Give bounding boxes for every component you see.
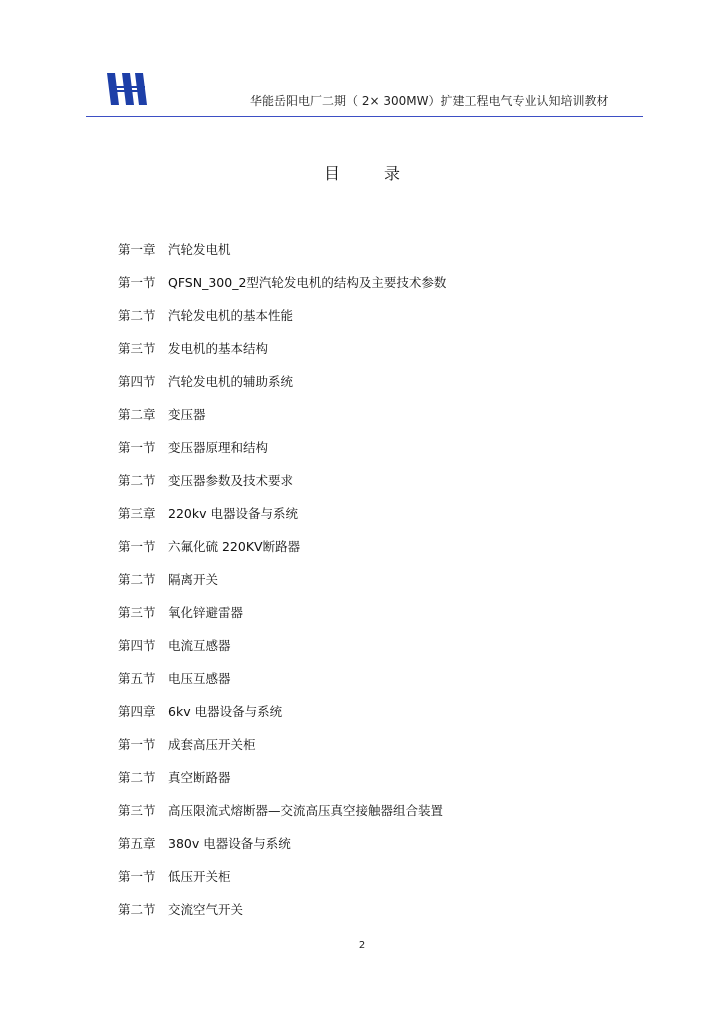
toc-item: [118, 439, 446, 472]
toc-item: [118, 901, 446, 934]
toc-heading: 目录: [323, 164, 444, 183]
toc-item: [118, 604, 446, 637]
toc-item: [118, 340, 446, 373]
toc-item-label: 第二节: [118, 473, 156, 488]
toc-item: [118, 670, 446, 703]
toc-item-label: 第一节: [118, 440, 156, 455]
header-title: 华能岳阳电厂二期（ 2× 300MW）扩建工程电气专业认知培训教材: [250, 94, 609, 108]
toc-item-label: 第一章: [118, 242, 156, 257]
toc-item-title: 380v 电器设备与系统: [168, 836, 291, 851]
toc-item: [118, 274, 446, 307]
toc-item-label: 第五章: [118, 836, 156, 851]
toc-item-label: 第四节: [118, 638, 156, 653]
toc-item: [118, 703, 446, 736]
toc-item-title: 电流互感器: [168, 638, 231, 653]
toc-item-title: 220kv 电器设备与系统: [168, 506, 298, 521]
toc-item-title: 氧化锌避雷器: [168, 605, 244, 620]
toc-item-title: 汽轮发电机的基本性能: [168, 308, 294, 323]
toc-item-label: 第二节: [118, 902, 156, 917]
toc-item-title: 变压器原理和结构: [168, 440, 269, 455]
toc-item-title: 电压互感器: [168, 671, 231, 686]
toc-item-title: 隔离开关: [168, 572, 219, 587]
toc-item: [118, 571, 446, 604]
toc-item-label: 第一节: [118, 275, 156, 290]
company-logo-icon: [107, 73, 149, 105]
toc-item: [118, 736, 446, 769]
toc-item-title: 发电机的基本结构: [168, 341, 269, 356]
header-rule: [86, 116, 643, 117]
toc-item: [118, 868, 446, 901]
toc-item-title: 汽轮发电机的辅助系统: [168, 374, 294, 389]
toc-item-title: 低压开关柜: [168, 869, 231, 884]
toc-item: [118, 241, 446, 274]
toc-item-label: 第四节: [118, 374, 156, 389]
toc-item: [118, 769, 446, 802]
toc-item-label: 第三节: [118, 803, 156, 818]
toc-item-title: 变压器: [168, 407, 206, 422]
toc-item: [118, 802, 446, 835]
toc-item-title: 六氟化硫 220KV断路器: [168, 539, 301, 554]
toc-item-label: 第二节: [118, 770, 156, 785]
toc-item-title: 交流空气开关: [168, 902, 244, 917]
toc-item: [118, 373, 446, 406]
toc-item: [118, 637, 446, 670]
page-number: 2: [358, 940, 366, 951]
toc-item-label: 第三章: [118, 506, 156, 521]
toc-item-title: 真空断路器: [168, 770, 231, 785]
toc-item: [118, 307, 446, 340]
toc-item: [118, 505, 446, 538]
toc-item-title: QFSN_300_2型汽轮发电机的结构及主要技术参数: [168, 275, 447, 290]
toc-item-label: 第三节: [118, 341, 156, 356]
toc-item-label: 第五节: [118, 671, 156, 686]
toc-item: [118, 538, 446, 571]
toc-item-label: 第四章: [118, 704, 156, 719]
toc-list: [118, 241, 446, 934]
toc-item-label: 第二节: [118, 308, 156, 323]
toc-item-title: 6kv 电器设备与系统: [168, 704, 283, 719]
toc-item-label: 第一节: [118, 737, 156, 752]
toc-item-label: 第二节: [118, 572, 156, 587]
toc-item-title: 汽轮发电机: [168, 242, 231, 257]
toc-item-label: 第二章: [118, 407, 156, 422]
toc-item: [118, 406, 446, 439]
toc-item-label: 第一节: [118, 539, 156, 554]
toc-item-title: 高压限流式熔断器—交流高压真空接触器组合装置: [168, 803, 444, 818]
toc-item-title: 成套高压开关柜: [168, 737, 256, 752]
toc-item-label: 第三节: [118, 605, 156, 620]
toc-item-title: 变压器参数及技术要求: [168, 473, 294, 488]
toc-item: [118, 835, 446, 868]
toc-item: [118, 472, 446, 505]
toc-item-label: 第一节: [118, 869, 156, 884]
